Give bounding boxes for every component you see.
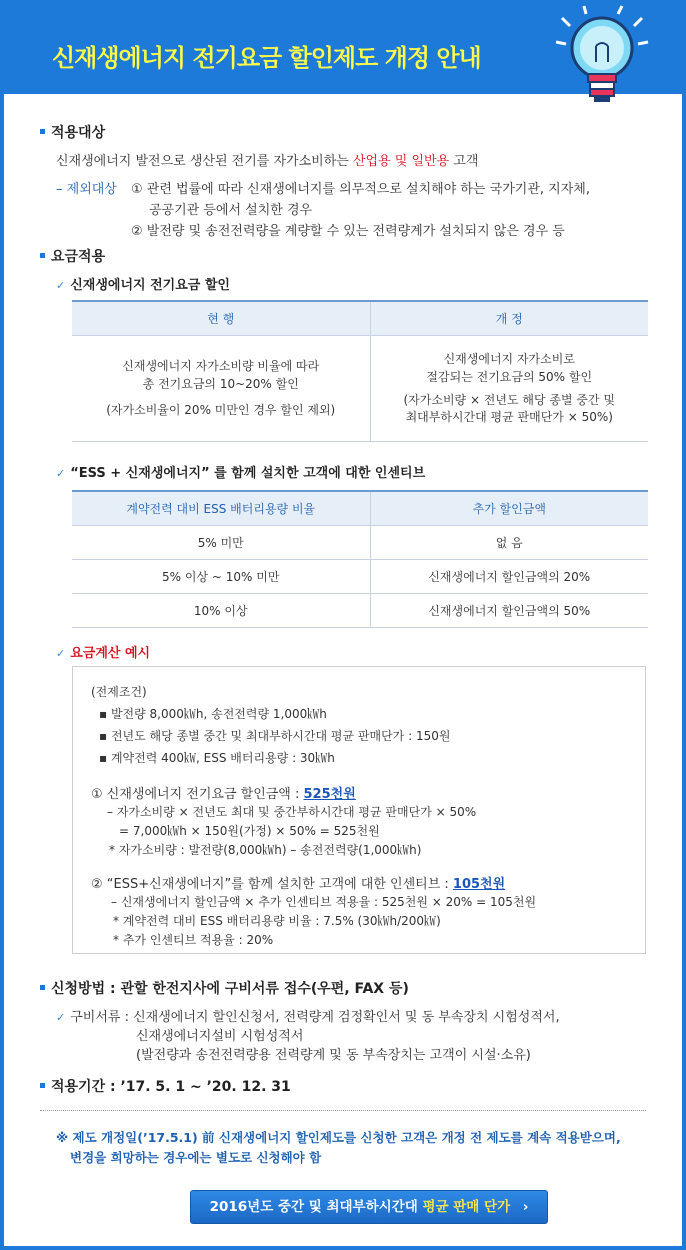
calc2-note: * 계약전력 대비 ESS 배터리용량 비율 : 7.5% (30㎾h/200㎾) (113, 914, 441, 928)
lightbulb-icon (544, 4, 654, 116)
section-target-heading: 적용대상 (40, 122, 105, 142)
docs-line-1: ✓ 구비서류 : 신재생에너지 할인신청서, 전력량계 검정확인서 및 동 부속장치 시험성적서, (56, 1010, 560, 1025)
premise-item: ▪ 계약전력 400㎾, ESS 배터리용량 : 30㎾h (99, 751, 335, 765)
bullet-square-icon (40, 1083, 45, 1088)
calc2-note: * 추가 인센티브 적용율 : 20% (113, 933, 274, 947)
rate-sub2: ✓ “ESS + 신재생에너지” 를 함께 설치한 고객에 대한 인센티브 (56, 466, 426, 481)
col-current: 현 행 (72, 301, 370, 335)
bullet-square-icon (40, 985, 45, 990)
premise-item: ▪ 발전량 8,000㎾h, 송전전력량 1,000㎾h (99, 707, 327, 721)
check-icon: ✓ (56, 467, 66, 480)
check-icon: ✓ (56, 647, 66, 660)
revised-cell: 신재생에너지 자가소비로 절감되는 전기요금의 50% 할인 (자가소비량 × 전년도 해당 종별 중간 및 최대부하시간대 평균 판매단가 × 50%) (370, 335, 648, 441)
ess-incentive-table (72, 490, 648, 628)
exclude-item-2: ② 발전량 및 송전전력량을 계량할 수 있는 전력량계가 설치되지 않은 경우 등 (131, 224, 565, 239)
table-row: 10% 이상 신재생에너지 할인금액의 50% (72, 593, 648, 627)
rate-sub1: ✓ 신재생에너지 전기요금 할인 (56, 278, 230, 293)
col-revised: 개 정 (370, 301, 648, 335)
notice-text: ※ 제도 개정일(’17.5.1) 前 신재생에너지 할인제도를 신청한 고객은 개정 전 제도를 계속 적용받으며, 변경을 희망하는 경우에는 별도로 신청해야 함 (56, 1130, 621, 1165)
header-banner (4, 4, 682, 94)
calc1-title: ① 신재생에너지 전기요금 할인금액 : 525천원 (91, 787, 356, 802)
target-description: 신재생에너지 발전으로 생산된 전기를 자가소비하는 산업용 및 일반용 고객 (56, 154, 479, 169)
exclude-label: – 제외대상 (56, 182, 117, 197)
docs-line-2: 신재생에너지설비 시험성적서 (136, 1029, 304, 1044)
table-row: 5% 미만 없 음 (72, 525, 648, 559)
calc1-line: – 자가소비량 × 전년도 최대 및 중간부하시간대 평균 판매단가 × 50% (107, 805, 477, 819)
calc2-title: ② “ESS+신재생에너지”를 함께 설치한 고객에 대한 인센티브 : 105천원 (91, 877, 506, 892)
exclude-item-1: ① 관련 법률에 따라 신재생에너지를 의무적으로 설치해야 하는 국가기관, 지자체, (131, 182, 590, 197)
page-title: 신재생에너지 전기요금 할인제도 개정 안내 (52, 44, 481, 72)
check-icon: ✓ (56, 279, 66, 292)
calc2-line: – 신재생에너지 할인금액 × 추가 인센티브 적용율 : 525천원 × 20% = 105천원 (111, 895, 537, 909)
rate-sub3: ✓ 요금계산 예시 (56, 646, 151, 661)
section-period-heading: 적용기간 : ’17. 5. 1 ~ ’20. 12. 31 (40, 1076, 291, 1096)
calculation-example-box (72, 666, 646, 954)
premise-label: (전제조건) (91, 685, 147, 699)
table-row: 5% 이상 ~ 10% 미만 신재생에너지 할인금액의 20% (72, 559, 648, 593)
check-icon: ✓ (56, 1011, 66, 1024)
current-cell: 신재생에너지 자가소비량 비율에 따라 총 전기요금의 10~20% 할인 (자가소비율이 20% 미만인 경우 할인 제외) (72, 335, 370, 441)
divider (40, 1110, 646, 1111)
col-ratio: 계약전력 대비 ESS 배터리용량 비율 (72, 491, 370, 525)
exclude-item-1-cont: 공공기관 등에서 설치한 경우 (149, 203, 313, 218)
premise-item: ▪ 전년도 해당 종별 중간 및 최대부하시간대 평균 판매단가 : 150원 (99, 729, 451, 743)
col-amount: 추가 할인금액 (370, 491, 648, 525)
average-price-button[interactable]: 2016년도 중간 및 최대부하시간대 평균 판매 단가 › (190, 1190, 548, 1224)
calc1-line: = 7,000㎾h × 150원(가정) × 50% = 525천원 (119, 824, 380, 838)
calc1-note: * 자가소비량 : 발전량(8,000㎾h) – 송전전력량(1,000㎾h) (109, 843, 422, 857)
docs-line-3: (발전량과 송전전력량용 전력량계 및 동 부속장치는 고객이 시설·소유) (136, 1048, 531, 1063)
chevron-right-icon: › (522, 1199, 529, 1215)
section-rate-heading: 요금적용 (40, 246, 105, 266)
discount-table (72, 300, 648, 442)
section-apply-heading: 신청방법 : 관할 한전지사에 구비서류 접수(우편, FAX 등) (40, 978, 409, 998)
bullet-square-icon (40, 253, 45, 258)
bullet-square-icon (40, 129, 45, 134)
